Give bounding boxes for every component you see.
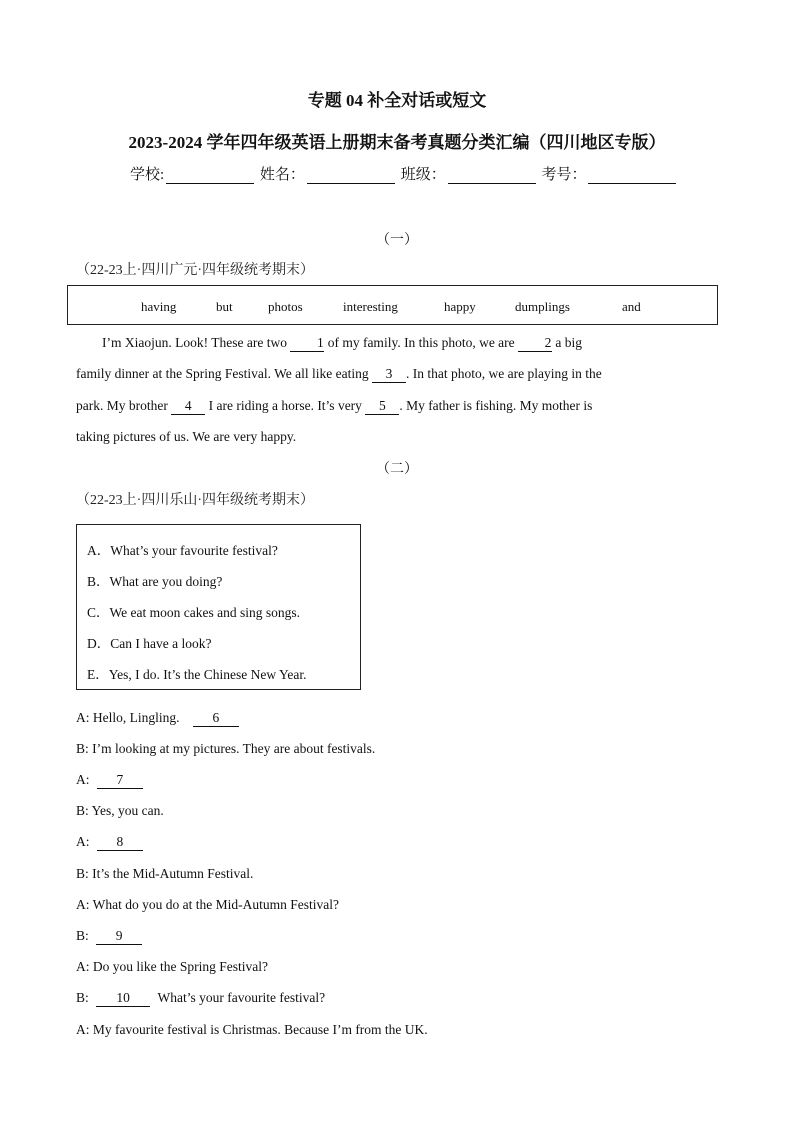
option-c: C．We eat moon cakes and sing songs. <box>87 605 301 620</box>
section-1-source: （22-23上·四川广元·四年级统考期末） <box>76 263 314 278</box>
dialogue-text: A: Hello, Lingling. <box>76 710 180 725</box>
dialogue-line: B: It’s the Mid-Autumn Festival. <box>76 866 254 881</box>
name-field[interactable] <box>307 169 395 184</box>
name-label: 姓名： <box>259 167 305 183</box>
dialogue-text: A: <box>76 834 90 849</box>
word-bank-item: and <box>622 299 641 314</box>
blank-2[interactable]: 2 <box>518 335 552 352</box>
option-d: D．Can I have a look? <box>87 636 212 651</box>
blank-6[interactable]: 6 <box>193 710 239 727</box>
dialogue-text: A: <box>76 772 90 787</box>
passage-text: . My father is fishing. My mother is <box>399 397 593 413</box>
dialogue-line <box>76 928 142 945</box>
student-info-line <box>130 163 690 184</box>
blank-10[interactable]: 10 <box>96 990 150 1007</box>
passage-text: a big <box>555 335 583 350</box>
passage-text: I are riding a horse. It’s very <box>208 397 362 413</box>
word-bank-item: having <box>141 299 177 314</box>
class-label: 班级： <box>400 167 446 183</box>
word-bank-item: but <box>216 299 233 314</box>
blank-4[interactable]: 4 <box>171 398 205 415</box>
passage-text: park. My brother <box>76 397 168 413</box>
dialogue-line: A: What do you do at the Mid-Autumn Festival? <box>76 897 339 912</box>
dialogue-text: B: <box>76 928 89 943</box>
word-bank <box>67 285 718 325</box>
section-2-source: （22-23上·四川乐山·四年级统考期末） <box>76 493 314 508</box>
blank-8[interactable]: 8 <box>97 834 143 851</box>
dialogue-line <box>76 710 239 727</box>
dialogue-line <box>76 990 325 1007</box>
blank-5[interactable]: 5 <box>365 398 399 415</box>
passage-line: taking pictures of us. We are very happy. <box>76 428 297 444</box>
option-e: E．Yes, I do. It’s the Chinese New Year. <box>87 667 307 682</box>
passage-text: family dinner at the Spring Festival. We all like eating <box>76 366 369 382</box>
option-a: A．What’s your favourite festival? <box>87 543 278 558</box>
number-field[interactable] <box>588 169 676 184</box>
passage-line <box>76 390 714 421</box>
document-title: 专题 04 补全对话或短文 <box>307 91 487 110</box>
passage-line <box>76 358 714 389</box>
word-bank-item: interesting <box>343 299 398 314</box>
section-2-heading: （二） <box>376 462 418 477</box>
school-label: 学校: <box>130 167 165 183</box>
blank-3[interactable]: 3 <box>372 366 406 383</box>
dialogue-line: A: My favourite festival is Christmas. Because I’m from the UK. <box>76 1022 428 1037</box>
school-field[interactable] <box>166 169 254 184</box>
options-box <box>76 524 361 690</box>
cloze-passage <box>76 327 714 452</box>
number-label: 考号： <box>541 167 587 183</box>
dialogue-line: B: I’m looking at my pictures. They are about festivals. <box>76 741 376 756</box>
blank-7[interactable]: 7 <box>97 772 143 789</box>
option-b: B．What are you doing? <box>87 574 223 589</box>
word-bank-item: dumplings <box>515 299 570 314</box>
class-field[interactable] <box>448 169 536 184</box>
document-subtitle: 2023-2024 学年四年级英语上册期末备考真题分类汇编（四川地区专版） <box>128 133 666 152</box>
blank-1[interactable]: 1 <box>290 335 324 352</box>
word-bank-item: photos <box>268 299 303 314</box>
section-1-heading: （一） <box>376 233 418 248</box>
dialogue-line <box>76 772 143 789</box>
passage-text: . In that photo, we are playing in the <box>405 366 602 382</box>
dialogue-text: What’s your favourite festival? <box>157 990 326 1005</box>
passage-line <box>76 327 714 358</box>
passage-text: I’m Xiaojun. Look! These are two <box>102 335 287 350</box>
blank-9[interactable]: 9 <box>96 928 142 945</box>
dialogue-line <box>76 834 143 851</box>
word-bank-item: happy <box>444 299 476 314</box>
dialogue-line: B: Yes, you can. <box>76 803 164 818</box>
passage-text: of my family. In this photo, we are <box>327 335 515 350</box>
dialogue-line: A: Do you like the Spring Festival? <box>76 959 268 974</box>
dialogue-text: B: <box>76 990 89 1005</box>
